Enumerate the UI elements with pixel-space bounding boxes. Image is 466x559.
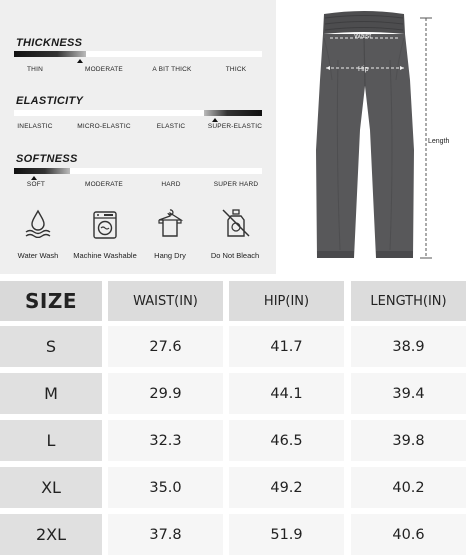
machine-washable-icon [90,210,120,240]
table-header-waist: WAIST(IN) [108,281,223,321]
size-cell-xl: XL [0,467,102,508]
elasticity-option-super-elastic: SUPER-ELASTIC [207,123,263,130]
softness-option-super-hard: SUPER HARD [213,181,259,188]
size-cell-2xl: 2XL [0,514,102,555]
elasticity-scale [14,110,262,116]
hip-cell-m: 44.1 [229,373,344,414]
thickness-marker [77,59,83,63]
length-cell-2xl: 40.6 [351,514,466,555]
pants-measurement-image [280,0,466,274]
thickness-title: THICKNESS [16,37,83,49]
do-not-bleach-label: Do Not Bleach [210,251,260,260]
thickness-option-a-bit-thick: A BIT THICK [152,66,192,73]
table-header-hip: HIP(IN) [229,281,344,321]
water-wash-label: Water Wash [17,251,59,260]
size-cell-m: M [0,373,102,414]
hang-dry-label: Hang Dry [154,251,186,260]
waist-cell-m: 29.9 [108,373,223,414]
waist-cell-2xl: 37.8 [108,514,223,555]
elasticity-option-inelastic: INELASTIC [17,123,53,130]
softness-option-soft: SOFT [26,181,46,188]
waist-cell-s: 27.6 [108,326,223,367]
elasticity-title: ELASTICITY [16,95,84,107]
softness-option-moderate: MODERATE [85,181,123,188]
size-cell-l: L [0,420,102,461]
thickness-scale [14,51,262,57]
hip-cell-l: 46.5 [229,420,344,461]
thickness-option-thick: THICK [225,66,247,73]
table-header-length: LENGTH(IN) [351,281,466,321]
elasticity-option-elastic: ELASTIC [156,123,186,130]
length-cell-xl: 40.2 [351,467,466,508]
thickness-option-moderate: MODERATE [85,66,123,73]
elasticity-option-micro-elastic: MICRO-ELASTIC [77,123,131,130]
length-cell-m: 39.4 [351,373,466,414]
water-wash-icon [23,208,53,238]
hip-cell-2xl: 51.9 [229,514,344,555]
machine-washable-label: Machine Washable [73,251,137,260]
size-chart-table [0,274,466,559]
size-cell-s: S [0,326,102,367]
elasticity-marker [212,118,218,122]
length-label: Length [428,138,450,145]
hip-label: Hip [358,66,369,73]
waist-cell-l: 32.3 [108,420,223,461]
length-cell-l: 39.8 [351,420,466,461]
do-not-bleach-icon [221,208,251,238]
softness-scale [14,168,262,174]
fabric-features-panel [0,0,276,274]
softness-title: SOFTNESS [16,153,78,165]
hang-dry-icon [155,208,185,238]
hip-cell-xl: 49.2 [229,467,344,508]
thickness-option-thin: THIN [27,66,43,73]
waist-cell-xl: 35.0 [108,467,223,508]
softness-marker [31,176,37,180]
pants-illustration [280,0,466,274]
length-cell-s: 38.9 [351,326,466,367]
waist-label: Waist [354,33,372,40]
hip-cell-s: 41.7 [229,326,344,367]
table-header-size: SIZE [0,281,102,321]
softness-option-hard: HARD [161,181,181,188]
